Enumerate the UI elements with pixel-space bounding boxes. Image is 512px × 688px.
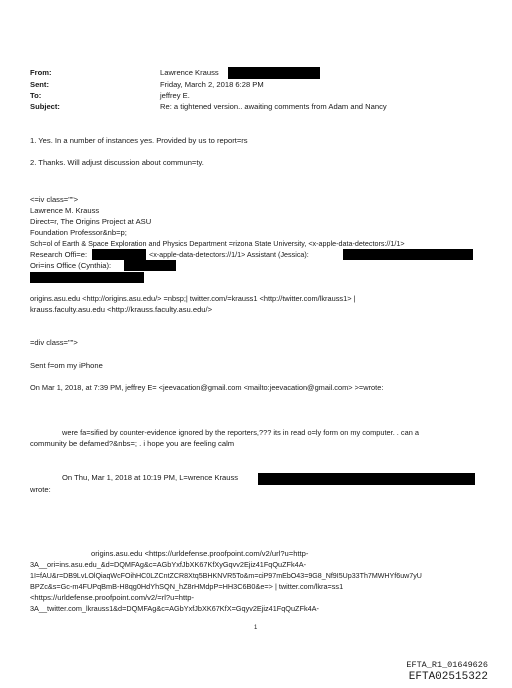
link-line: <https://urldefense.proofpoint.com/v2/=rl?u=http-	[30, 593, 194, 602]
reply-line-2: 2. Thanks. Will adjust discussion about commun=ty.	[30, 158, 204, 167]
signature-line: Research Offi=e:	[30, 250, 88, 259]
link-line: 3A__ori=ins.asu.edu_&d=DQMFAg&c=AGbYxfJbXK67KfXyGqvv2Ejiz41FqQuZFk4A-	[30, 560, 306, 569]
sent-value: Friday, March 2, 2018 6:28 PM	[160, 80, 264, 89]
redaction-block	[92, 249, 146, 260]
signature-line: Sch=ol of Earth & Space Exploration and Physics Department =rizona State University, <x-apple-data-detectors://1/1>	[30, 239, 405, 248]
quoted-header: On Thu, Mar 1, 2018 at 10:19 PM, L=wrence Krauss	[62, 473, 239, 482]
signature-line: Foundation Professor&nb=p;	[30, 228, 127, 237]
quoted-text: were fa=sified by counter-evidence ignored by the reporters,??? its in read o=ly form on my computer. . can a	[62, 428, 419, 437]
link-line: 1I=fAU&r=DB9LvLOlQiaqWcFOihHC0LZCntZCR8Xtq5BHKNVR5To&m=ciP97mEbO43=9G8_Nf9I5Up33Th7MWHYf6uw7yU	[30, 572, 422, 580]
signature-line: <x-apple-data-detectors://1/1> Assistant (Jessica):	[149, 250, 309, 259]
from-label: From:	[30, 68, 52, 77]
signature-line: Direct=r, The Origins Project at ASU	[30, 217, 152, 226]
to-value: jeffrey E.	[160, 91, 190, 100]
redaction-block	[258, 473, 475, 485]
footer-id-small: EFTA_R1_01649626	[406, 660, 488, 670]
redaction-block	[30, 272, 144, 283]
page-number: 1	[254, 625, 258, 631]
to-label: To:	[30, 91, 42, 100]
signature-div-tag: <=iv class="">	[30, 195, 79, 204]
footer-id-large: EFTA02515322	[408, 671, 488, 683]
sent-from-line: Sent f=om my iPhone	[30, 361, 103, 370]
quoted-text: community be defamed?&nbs=; . i hope you are feeling calm	[30, 439, 235, 448]
link-line: 3A__twitter.com_lkrauss1&d=DQMFAg&c=AGbYxfJbXK67KfX=Gqyv2Ejiz41FqQuZFk4A-	[30, 604, 319, 613]
quoted-header: wrote:	[30, 485, 51, 494]
redaction-block	[228, 67, 320, 79]
subject-label: Subject:	[30, 102, 60, 111]
signature-line: Ori=ins Office (Cynthia):	[30, 261, 112, 270]
sent-label: Sent:	[30, 80, 49, 89]
link-line: origins.asu.edu <https://urldefense.proofpoint.com/v2/url?u=http-	[91, 549, 309, 558]
div-tag: =div class="">	[30, 338, 78, 347]
link-line: BPZc&s=Gc-m4FUPqBmB-H8qg0HdYhSQN_hZ8rHMdpP=HH3C6B0&e=> | twitter.com/lkra=ss1	[30, 582, 344, 591]
signature-name: Lawrence M. Krauss	[30, 206, 100, 215]
redaction-block	[124, 260, 176, 271]
reply-line-1: 1. Yes. In a number of instances yes. Provided by us to report=rs	[30, 136, 248, 145]
redaction-block	[343, 249, 473, 260]
quoted-header: On Mar 1, 2018, at 7:39 PM, jeffrey E= <jeevacation@gmail.com <mailto:jeevacation@gmail.com> >=wrote:	[30, 383, 384, 392]
signature-line: krauss.faculty.asu.edu <http://krauss.faculty.asu.edu/>	[30, 305, 213, 314]
from-value: Lawrence Krauss	[160, 68, 219, 77]
signature-line: origins.asu.edu <http://origins.asu.edu/> =nbsp;| twitter.com/=krauss1 <http://twitter.com/lkrauss1> |	[30, 294, 356, 303]
subject-value: Re: a tightened version.. awaiting comments from Adam and Nancy	[160, 102, 387, 111]
